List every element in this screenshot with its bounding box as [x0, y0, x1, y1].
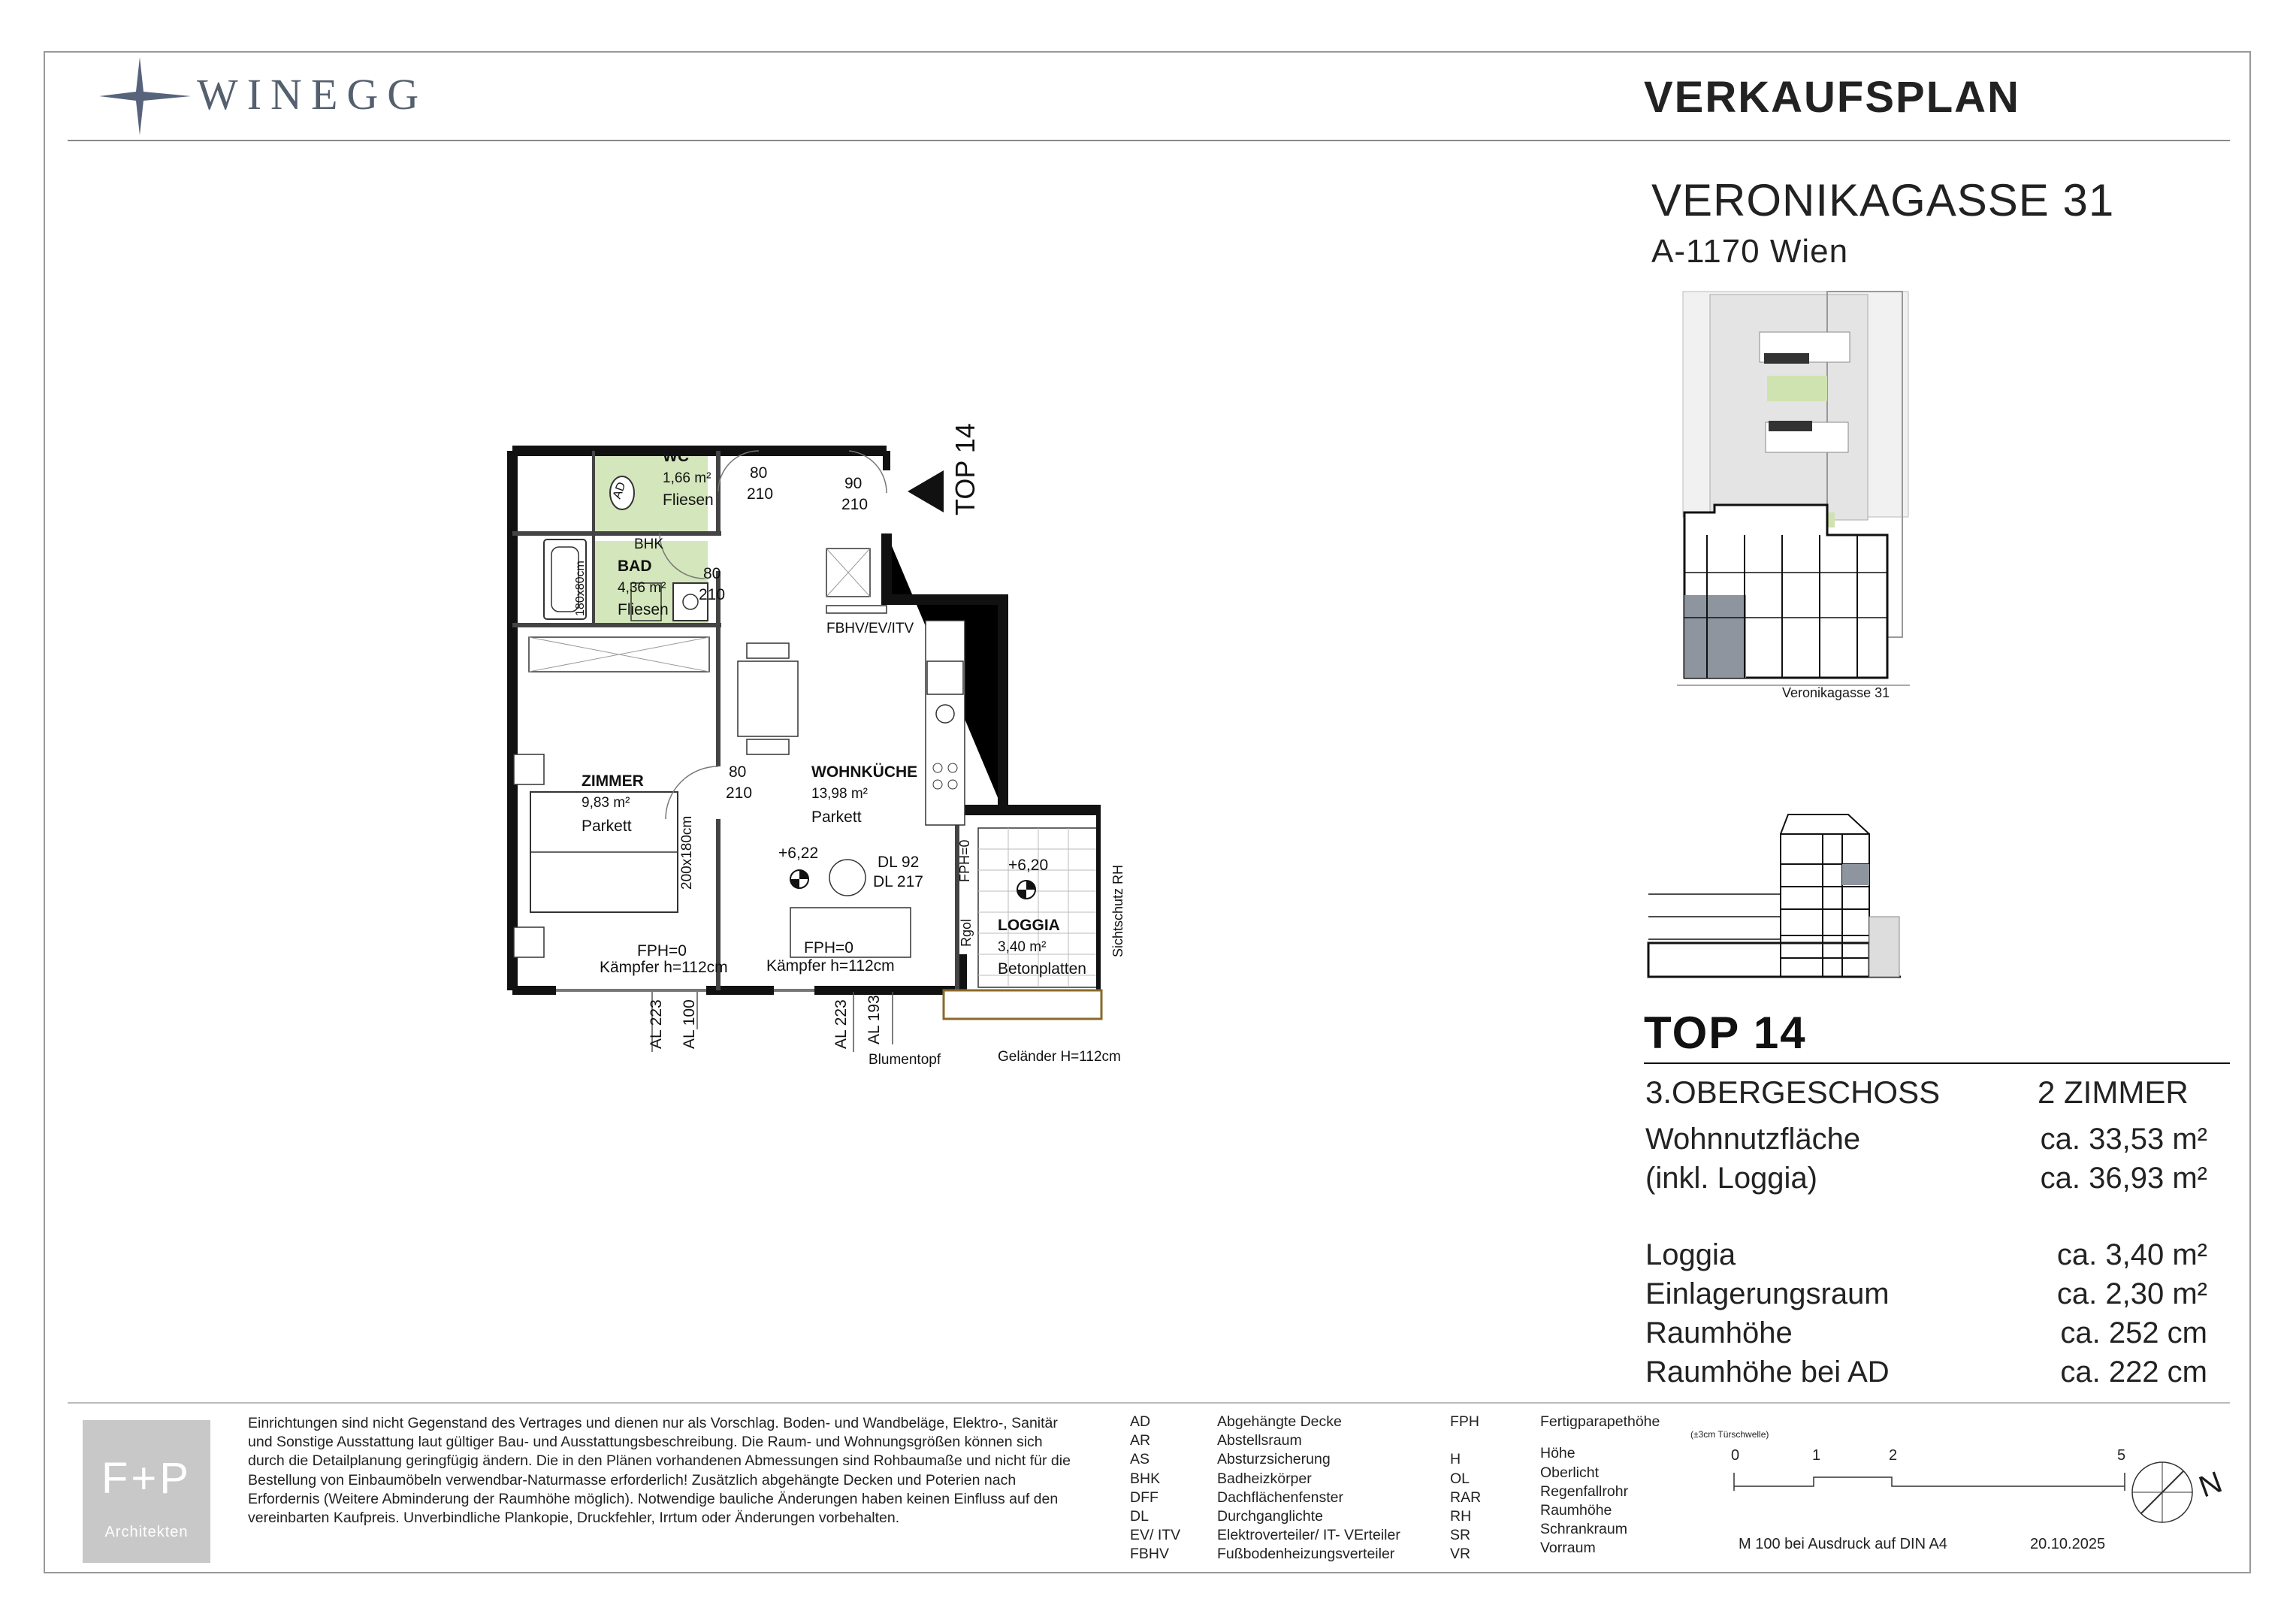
abbr-code-spacer: [1450, 1431, 1481, 1450]
scale-tick-5: 5: [2117, 1447, 2126, 1464]
wc-floor: Fliesen: [663, 491, 714, 509]
abbr-code: EV/ ITV: [1130, 1527, 1181, 1544]
site-plan: [1677, 287, 1910, 699]
unit-floor: 3.OBERGESCHOSS: [1645, 1074, 1941, 1110]
abbr-desc: Oberlicht: [1540, 1464, 1600, 1481]
abbr-desc: Raumhöhe: [1540, 1502, 1612, 1519]
abbr-code: BHK: [1130, 1470, 1161, 1487]
bad-area: 4,36 m²: [618, 580, 666, 596]
info-value-raumhoehe: ca. 252 cm: [2060, 1316, 2207, 1349]
abbr-desc: Höhe: [1540, 1445, 1575, 1462]
dl-label-2: DL 217: [873, 873, 923, 890]
level-loggia-label: +6,20: [1008, 857, 1049, 874]
level-mark-loggia: [1017, 881, 1035, 899]
info-label-einlagerungsraum: Einlagerungsraum: [1645, 1277, 1890, 1310]
document-title: VERKAUFSPLAN: [1644, 73, 2020, 122]
site-plan-drawing: [1677, 287, 1910, 699]
plan-date: 20.10.2025: [2030, 1536, 2106, 1552]
unit-rooms: 2 ZIMMER: [2038, 1074, 2189, 1110]
abbr-desc: Fertigparapethöhe: [1540, 1413, 1660, 1430]
entry-top-label: TOP 14: [950, 423, 980, 515]
floor-plan-drawing: [496, 428, 1127, 1082]
abbr-desc: Vorraum: [1540, 1540, 1596, 1557]
blumentopf-label: Blumentopf: [869, 1052, 941, 1068]
info-label-raumhoehe: Raumhöhe: [1645, 1316, 1793, 1349]
fp-architekten-logo: [83, 1420, 210, 1563]
scale-bar: [1733, 1467, 2131, 1497]
fp-logo-text: F+P: [101, 1454, 192, 1503]
page-frame: [44, 51, 2251, 1573]
gelaender-label: Geländer H=112cm: [998, 1049, 1121, 1065]
loggia-name: LOGGIA: [998, 917, 1060, 934]
header-divider: [68, 140, 2230, 141]
abbr-code: RAR: [1450, 1489, 1482, 1506]
info-label-raumhoehe-ad: Raumhöhe bei AD: [1645, 1356, 1890, 1389]
fph-side-label: FPH=0: [957, 839, 972, 882]
wohnkueche-floor: Parkett: [811, 808, 862, 826]
info-value-einlagerungsraum: ca. 2,30 m²: [2056, 1277, 2207, 1310]
brand-logo-text: WINEGG: [197, 70, 428, 119]
abbr-desc: Schrankraum: [1540, 1521, 1627, 1538]
floor-plan: [496, 423, 1127, 1082]
dl-label-1: DL 92: [878, 854, 920, 871]
loggia-floor: Betonplatten: [998, 960, 1086, 978]
building-section-drawing: [1645, 804, 1908, 984]
abbr-code: AR: [1130, 1432, 1151, 1449]
al-193: AL 193: [866, 995, 883, 1044]
disclaimer-text: Einrichtungen sind nicht Gegenstand des Vertrages und dienen nur als Vorschlag. Boden- und Wandbeläge, Elektro-, Sanitär und Sonstige Ausstattung laut gültiger Bau- und Ausstattungsbeschreibung. Die Raum- und Wohnungsgrößen können sich durch die Detailplanung geringfügig ändern. Die in den Plänen vorhandenen Abmessungen sind Rohbaumaße und nicht für die Bestellung von Einbaumöbeln verwendbar-Naturmasse erforderlich! Zusätzlich abgehängte Decken und Poterien nach Erfordernis (Weitere Abminderung der Raumhöhe möglich). Notwendige bauliche Änderungen haben keinen Einfluss auf den vereinbarten Kaufpreis. Unverbindliche Plankopie, Druckfehler, Irrtum oder Änderungen vorbehalten.: [248, 1415, 1071, 1527]
scale-tick-2: 2: [1889, 1447, 1898, 1464]
level-mark-living: [790, 870, 808, 888]
zimmer-floor: Parkett: [582, 818, 632, 835]
info-label-wohnnutzflaeche: Wohnnutzfläche: [1645, 1123, 1861, 1156]
level-living-label: +6,22: [778, 845, 819, 862]
abbr-codes-left: [1130, 1413, 1180, 1564]
bad-name: BAD: [618, 558, 652, 575]
abbr-desc: Abstellsraum: [1217, 1432, 1302, 1449]
site-plan-street-label: Veronikagasse 31: [1782, 685, 1890, 700]
info-value-inkl-loggia: ca. 36,93 m²: [2040, 1162, 2207, 1195]
unit-title-underline: [1644, 1062, 2230, 1064]
fph-note: (±3cm Türschwelle): [1690, 1429, 1769, 1440]
abbr-code: VR: [1450, 1546, 1471, 1563]
info-label-inkl-loggia: (inkl. Loggia): [1645, 1162, 1818, 1195]
abbr-codes-right: [1450, 1413, 1481, 1564]
abbr-desc: Dachflächenfenster: [1217, 1489, 1344, 1506]
rgol-label: Rgol: [959, 918, 974, 947]
bad-bhk: BHK: [634, 536, 664, 552]
north-label: N: [2195, 1465, 2227, 1504]
kaempfer-mid-label: Kämpfer h=112cm: [766, 957, 895, 975]
door-entry-height: 210: [841, 496, 869, 513]
fbhv-label: FBHV/EV/ITV: [826, 621, 914, 636]
info-value-loggia: ca. 3,40 m²: [2056, 1238, 2207, 1271]
al-223-b: AL 223: [832, 999, 850, 1049]
abbr-code: AS: [1130, 1451, 1150, 1468]
door-zimmer-height: 210: [726, 784, 753, 802]
winegg-star-logo: [96, 54, 194, 138]
bad-floor: Fliesen: [618, 601, 669, 618]
abbr-code: DL: [1130, 1508, 1149, 1525]
scale-tick-0: 0: [1731, 1447, 1740, 1464]
abbr-code: SR: [1450, 1527, 1471, 1544]
loggia-area: 3,40 m²: [998, 939, 1047, 955]
fph-mid-label: FPH=0: [804, 939, 853, 957]
scale-note: M 100 bei Ausdruck auf DIN A4: [1739, 1536, 1947, 1552]
zimmer-area: 9,83 m²: [582, 795, 630, 811]
bad-tub-size: 180x80cm: [574, 561, 587, 616]
door-zimmer-width: 80: [729, 763, 747, 781]
fph-left-label: FPH=0: [637, 942, 687, 960]
door-entry-width: 90: [844, 475, 863, 492]
abbr-desc: Durchganglichte: [1217, 1508, 1323, 1525]
abbr-desc: Fußbodenheizungsverteiler: [1217, 1546, 1395, 1563]
zimmer-bed-size: 200x180cm: [679, 815, 695, 890]
fp-logo-subtext: Architekten: [104, 1524, 189, 1540]
abbr-desc-left: [1217, 1413, 1400, 1564]
scale-tick-1: 1: [1812, 1447, 1821, 1464]
abbr-code: FPH: [1450, 1413, 1479, 1430]
abbr-desc: Abgehängte Decke: [1217, 1413, 1342, 1430]
al-223-a: AL 223: [648, 999, 665, 1049]
abbr-code: OL: [1450, 1470, 1470, 1487]
wc-name: WC: [663, 448, 689, 465]
abbr-code: AD: [1130, 1413, 1151, 1430]
abbr-code: FBHV: [1130, 1546, 1170, 1563]
door-wc-width: 80: [750, 464, 768, 482]
abbr-code: RH: [1450, 1508, 1472, 1525]
abbr-desc: Absturzsicherung: [1217, 1451, 1331, 1468]
abbr-code: H: [1450, 1451, 1461, 1468]
wohnkueche-name: WOHNKÜCHE: [811, 763, 918, 781]
wc-area: 1,66 m²: [663, 470, 711, 486]
info-value-wohnnutzflaeche: ca. 33,53 m²: [2040, 1123, 2207, 1156]
zimmer-name: ZIMMER: [582, 772, 644, 790]
address-city: A-1170 Wien: [1651, 233, 1849, 270]
abbr-desc: Badheizkörper: [1217, 1470, 1312, 1487]
footer-divider: [68, 1402, 2230, 1404]
abbr-desc: Elektroverteiler/ IT- VErteiler: [1217, 1527, 1400, 1544]
abbr-desc: Regenfallrohr: [1540, 1482, 1629, 1500]
sichtschutz-label: Sichtschutz RH: [1110, 864, 1125, 957]
info-label-loggia: Loggia: [1645, 1238, 1736, 1271]
door-wc-height: 210: [747, 485, 774, 503]
unit-title: TOP 14: [1644, 1008, 1807, 1058]
kaempfer-left-label: Kämpfer h=112cm: [600, 959, 728, 976]
door-bad-width: 80: [703, 565, 721, 582]
abbr-code: DFF: [1130, 1489, 1159, 1506]
info-value-raumhoehe-ad: ca. 222 cm: [2060, 1356, 2207, 1389]
al-100: AL 100: [681, 999, 698, 1049]
address-street: VERONIKAGASSE 31: [1651, 175, 2115, 225]
door-bad-height: 210: [699, 586, 726, 603]
wohnkueche-area: 13,98 m²: [811, 786, 868, 802]
wc-ad: AD: [610, 480, 629, 501]
